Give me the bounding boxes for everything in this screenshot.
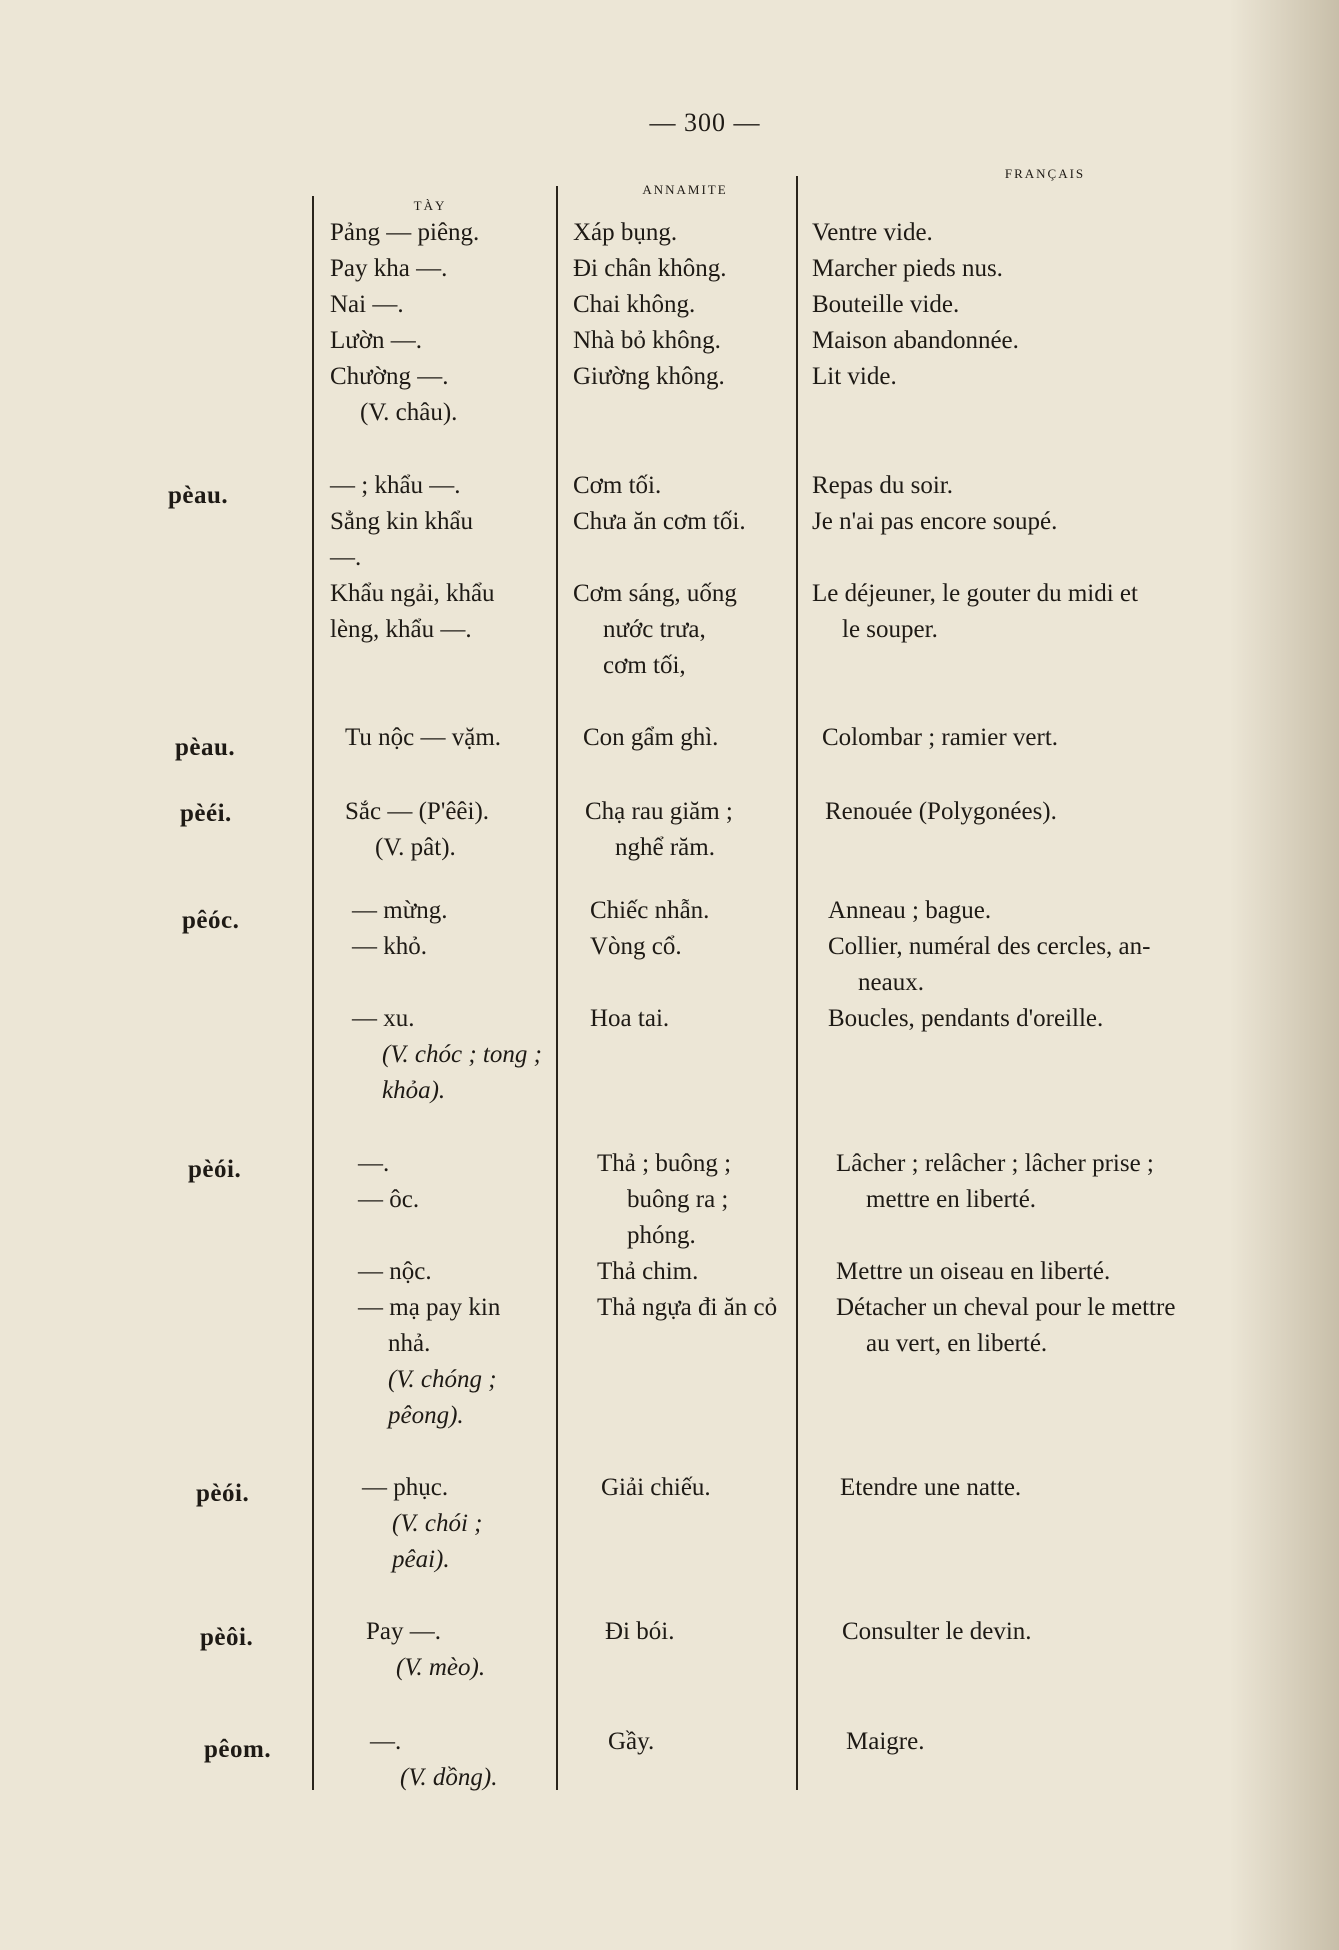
headword: pèau. <box>168 482 229 509</box>
annamite-line: Giải chiếu. <box>601 1474 711 1501</box>
annamite-line: phóng. <box>627 1222 696 1249</box>
annamite-line: Vòng cổ. <box>590 933 682 960</box>
francais-line: neaux. <box>858 969 924 996</box>
annamite-line: Cơm tối. <box>573 472 662 499</box>
annamite-line: cơm tối, <box>603 652 686 679</box>
francais-cell <box>825 794 1285 830</box>
annamite-line: Thả chim. <box>597 1258 699 1285</box>
annamite-line: Chưa ăn cơm tối. <box>573 508 746 535</box>
francais-cell <box>822 720 1282 756</box>
tay-line: Chường —. <box>330 363 449 390</box>
tay-line: — khỏ. <box>352 933 427 960</box>
tay-line: (V. chóng ; <box>388 1366 497 1393</box>
tay-line: — ; khẩu —. <box>330 472 461 499</box>
francais-line: Anneau ; bague. <box>828 897 992 924</box>
tay-line: khỏa). <box>382 1077 446 1104</box>
tay-cell <box>358 1146 588 1434</box>
tay-cell <box>345 794 575 866</box>
annamite-line: nước trưa, <box>603 616 706 643</box>
headword: pêom. <box>204 1736 272 1763</box>
tay-line: (V. châu). <box>360 399 458 426</box>
tay-line: —. <box>370 1728 402 1755</box>
annamite-cell <box>601 1470 836 1506</box>
tay-line: Tu nộc — vặm. <box>345 724 502 751</box>
annamite-line: Chiếc nhẫn. <box>590 897 710 924</box>
annamite-line: Chạ rau giăm ; <box>585 798 733 825</box>
annamite-line: Con gẩm ghì. <box>583 724 719 751</box>
tay-line: — xu. <box>352 1005 415 1032</box>
francais-line: Détacher un cheval pour le mettre <box>836 1294 1176 1321</box>
tay-cell <box>370 1724 600 1796</box>
tay-cell <box>362 1470 592 1578</box>
francais-line: mettre en liberté. <box>866 1186 1037 1213</box>
headword: pèéi. <box>180 800 232 827</box>
tay-cell <box>330 215 560 431</box>
francais-line: le souper. <box>842 616 938 643</box>
tay-line: —. <box>358 1150 390 1177</box>
annamite-cell <box>583 720 818 756</box>
tay-line: Sắc — (P'êêi). <box>345 798 490 825</box>
annamite-line: Đi chân không. <box>573 255 727 282</box>
annamite-line: Gầy. <box>608 1728 655 1755</box>
annamite-line: Thả ; buông ; <box>597 1150 732 1177</box>
tay-line: (V. pât). <box>375 834 456 861</box>
annamite-line: Chai không. <box>573 291 696 318</box>
annamite-cell <box>608 1724 843 1760</box>
column-header-francais: FRANÇAIS <box>1004 166 1086 181</box>
annamite-line: Thả ngựa đi ăn cỏ <box>597 1294 778 1321</box>
annamite-cell <box>573 468 808 684</box>
tay-line: — phục. <box>362 1474 449 1501</box>
column-header-tay: TÀY <box>413 198 447 213</box>
francais-line: Mettre un oiseau en liberté. <box>836 1258 1111 1285</box>
francais-line: Maigre. <box>846 1728 925 1755</box>
francais-line: Bouteille vide. <box>812 291 960 318</box>
francais-line: Ventre vide. <box>812 219 933 246</box>
annamite-line: Nhà bỏ không. <box>573 327 721 354</box>
tay-line: — mạ pay kin <box>358 1294 501 1321</box>
tay-line: —. <box>330 544 362 571</box>
annamite-line: Giường không. <box>573 363 725 390</box>
francais-line: Maison abandonnée. <box>812 327 1019 354</box>
tay-line: Pay kha —. <box>330 255 448 282</box>
annamite-line: Hoa tai. <box>590 1005 670 1032</box>
annamite-line: Đi bói. <box>605 1618 675 1645</box>
tay-line: nhả. <box>388 1330 431 1357</box>
tay-line: Pảng — piêng. <box>330 219 480 246</box>
annamite-cell <box>585 794 820 866</box>
francais-line: Le déjeuner, le gouter du midi et <box>812 580 1138 607</box>
tay-line: — ôc. <box>358 1186 420 1213</box>
francais-cell <box>836 1146 1296 1362</box>
tay-line: Sẳng kin khẩu <box>330 508 474 535</box>
francais-line: Repas du soir. <box>812 472 953 499</box>
francais-line: Je n'ai pas encore soupé. <box>812 508 1058 535</box>
page-number: — 300 — <box>649 108 761 137</box>
tay-cell <box>352 893 582 1109</box>
tay-line: — nộc. <box>358 1258 432 1285</box>
francais-line: Marcher pieds nus. <box>812 255 1003 282</box>
tay-line: (V. dồng). <box>400 1764 498 1791</box>
francais-cell <box>846 1724 1306 1760</box>
tay-line: Khẩu ngải, khẩu <box>330 580 495 607</box>
tay-line: Pay —. <box>366 1618 441 1645</box>
francais-line: Lâcher ; relâcher ; lâcher prise ; <box>836 1150 1154 1177</box>
annamite-cell <box>597 1146 832 1326</box>
francais-line: Collier, numéral des cercles, an- <box>828 933 1151 960</box>
tay-line: (V. mèo). <box>396 1654 486 1681</box>
annamite-cell <box>573 215 808 395</box>
francais-line: Etendre une natte. <box>840 1474 1022 1501</box>
francais-cell <box>812 468 1272 648</box>
francais-line: Boucles, pendants d'oreille. <box>828 1005 1104 1032</box>
headword: pèau. <box>175 734 236 761</box>
francais-line: au vert, en liberté. <box>866 1330 1048 1357</box>
annamite-cell <box>590 893 825 1037</box>
annamite-line: buông ra ; <box>627 1186 729 1213</box>
annamite-line: Cơm sáng, uống <box>573 580 737 607</box>
francais-cell <box>840 1470 1300 1506</box>
francais-cell <box>828 893 1288 1037</box>
francais-line: Consulter le devin. <box>842 1618 1032 1645</box>
column-header-annamite: ANNAMITE <box>642 182 728 197</box>
francais-line: Renouée (Polygonées). <box>825 798 1057 825</box>
tay-cell <box>366 1614 596 1686</box>
tay-line: pêong). <box>388 1402 464 1429</box>
tay-cell <box>345 720 575 756</box>
headword: pèói. <box>188 1156 242 1183</box>
tay-line: pêai). <box>392 1546 450 1573</box>
headword: pèôi. <box>200 1624 254 1651</box>
headword: pèói. <box>196 1480 250 1507</box>
francais-line: Lit vide. <box>812 363 897 390</box>
annamite-cell <box>605 1614 840 1650</box>
tay-cell <box>330 468 560 648</box>
column-rule-1 <box>312 196 314 1790</box>
annamite-line: Xáp bụng. <box>573 219 678 246</box>
tay-line: (V. chói ; <box>392 1510 483 1537</box>
headword: pêóc. <box>182 907 240 934</box>
tay-line: — mừng. <box>352 897 448 924</box>
tay-line: Nai —. <box>330 291 404 318</box>
francais-cell <box>842 1614 1302 1650</box>
tay-line: (V. chóc ; tong ; <box>382 1041 542 1068</box>
annamite-line: nghể răm. <box>615 834 715 861</box>
tay-line: lèng, khẩu —. <box>330 616 472 643</box>
francais-cell <box>812 215 1272 395</box>
francais-line: Colombar ; ramier vert. <box>822 724 1059 751</box>
tay-line: Lườn —. <box>330 327 423 354</box>
